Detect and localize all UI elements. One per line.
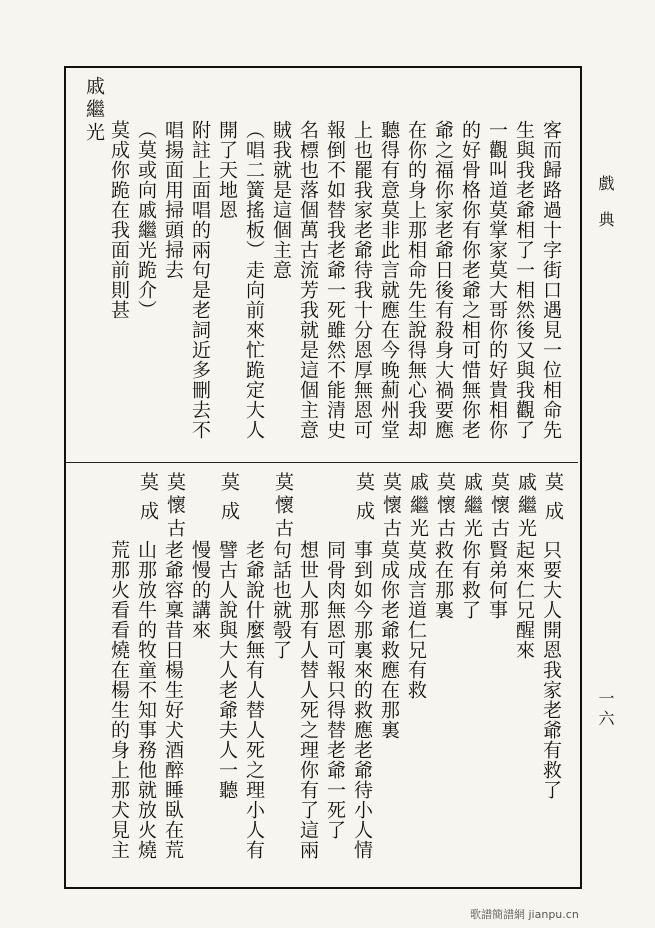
page-border-top (64, 66, 582, 68)
upper-line-8: 上也罷我家老爺待我十分恩厚無恩可 (351, 120, 373, 440)
upper-line-14: 附註上面唱的兩句是老詞近多刪去不 (189, 120, 211, 440)
page-border-bottom (64, 887, 582, 889)
upper-line-2: 生與我老爺相了一相然後又與我觀了 (513, 120, 535, 440)
lower-speaker-10: 莫懷古 (272, 472, 294, 541)
lower-line-12: 老爺說什麼無有人替人死之理小人有 (243, 540, 265, 860)
page-border-left (64, 66, 66, 888)
upper-line-3: 一觀叫道莫掌家莫大哥你的好貴相你 (486, 120, 508, 440)
upper-line-10: 名標也落個萬古流芳我就是這個主意 (297, 120, 319, 440)
upper-line-11: 賊我就是這個主意 (270, 120, 292, 280)
lower-speaker-2: 戚繼光 (515, 472, 537, 541)
lower-line-2: 起來仁兄醒來 (513, 540, 535, 660)
lower-line-7: 莫成你老爺救應在那裏 (378, 540, 400, 740)
upper-line-13: 開了天地恩 (216, 120, 238, 220)
book-title: 戲典 (596, 175, 615, 247)
upper-line-6: 在你的身上那相命先生說得無心我却 (405, 120, 427, 440)
lower-speaker-6: 戚繼光 (407, 472, 429, 541)
upper-line-5: 爺之福你家老爺日後有殺身大禍要應 (432, 120, 454, 440)
lower-speaker-7: 莫懷古 (380, 472, 402, 541)
upper-line-17: 莫成你跪在我面前則甚 (108, 120, 130, 320)
lower-speaker-12: 莫成 (218, 472, 240, 530)
lower-line-4: 你有救了 (459, 540, 481, 620)
lower-line-3: 賢弟何事 (486, 540, 508, 620)
page-border-right (580, 66, 582, 888)
lower-line-1: 只要大人開恩我家老爺有救了 (540, 540, 562, 800)
lower-line-6: 莫成言道仁兄有救 (405, 540, 427, 700)
lower-line-15: 老爺容稟昔日楊生好犬酒醉睡臥在荒 (162, 540, 184, 860)
page-number: 一六 (596, 690, 615, 730)
lower-speaker-15: 莫成 (137, 472, 159, 530)
lower-line-16: 山那放牛的牧童不知事務他就放火燒 (135, 540, 157, 860)
lower-speaker-8: 莫成 (353, 472, 375, 530)
lower-line-9: 同骨肉無恩可報只得替老爺一死了 (324, 540, 346, 840)
lower-line-11: 句話也就彀了 (270, 540, 292, 660)
lower-speaker-3: 莫懷古 (488, 472, 510, 541)
lower-speaker-4: 戚繼光 (461, 472, 483, 541)
lower-line-8: 事到如今那裏來的救應老爺待小人情 (351, 540, 373, 860)
lower-speaker-5: 莫懷古 (434, 472, 456, 541)
lower-line-5: 救在那裏 (432, 540, 454, 620)
upper-line-9: 報倒不如替我老爺一死雖然不能清史 (324, 120, 346, 440)
upper-speaker: 戚繼光 (83, 76, 105, 145)
upper-line-16: （莫或向戚繼光跪介） (135, 120, 157, 320)
lower-line-10: 想世人那有人替人死之理你有了這兩 (297, 540, 319, 860)
watermark: 歌譜簡譜網 jianpu.cn (470, 908, 579, 921)
lower-line-14: 慢慢的講來 (189, 540, 211, 640)
lower-line-17: 荒那火看看燒在楊生的身上那犬見主 (108, 540, 130, 860)
upper-line-12: （唱二簧搖板）走向前來忙跪定大人 (243, 120, 265, 440)
section-divider (66, 462, 578, 463)
upper-line-1: 客而歸路過十字街口遇見一位相命先 (540, 120, 562, 440)
upper-line-15: 唱揚面用掃頭掃去 (162, 120, 184, 280)
upper-line-7: 聽得有意莫非此言就應在今晚薊州堂 (378, 120, 400, 440)
lower-speaker-1: 莫成 (542, 472, 564, 530)
lower-speaker-14: 莫懷古 (164, 472, 186, 541)
upper-line-4: 的好骨格你有你老爺之相可惜無你老 (459, 120, 481, 440)
lower-line-13: 譬古人說與大人老爺夫人一聽 (216, 540, 238, 800)
